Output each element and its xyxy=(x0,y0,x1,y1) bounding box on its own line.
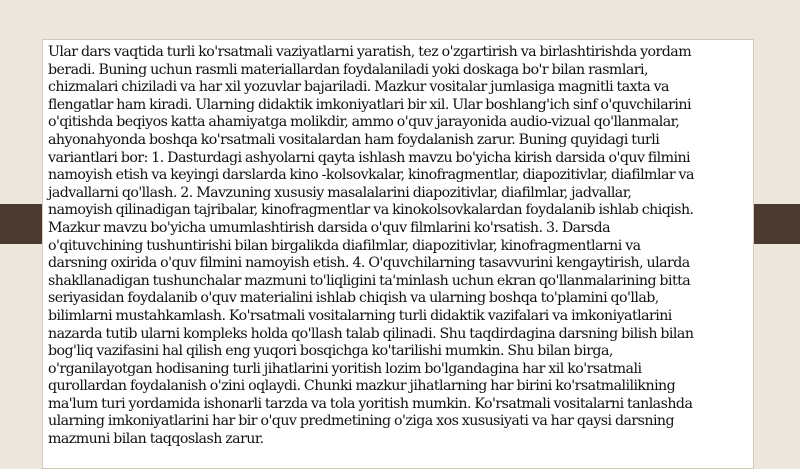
text-line: chizmalari chiziladi va har xil yozuvlar bajariladi. Mazkur vositalar jumlasiga magnitli taxta va xyxy=(48,79,669,96)
text-line: qurollardan foydalanish o'zini oqlaydi. Chunki mazkur jihatlarning har birini ko'rsatmalilikning xyxy=(48,378,676,395)
text-line: bilimlarni mustahkamlash. Ko'rsatmali vositalarning turli didaktik vazifalari va imkoniyatlarini xyxy=(48,307,672,324)
text-line: jadvallarni qo'llash. 2. Mavzuning xususiy masalalarini diapozitivlar, diafilmlar, jadvallar, xyxy=(48,184,632,201)
document-text xyxy=(48,44,749,449)
text-line: namoyish etish va keyingi darslarda kino -kolsovkalar, kinofragmentlar, diapozitivlar, diafilmlar va xyxy=(48,167,694,184)
text-line: o'rganilayotgan hodisaning turli jihatlarini yoritish lozim bo'lgandagina har xil ko'rsatmali xyxy=(48,360,642,377)
text-line: Ular dars vaqtida turli ko'rsatmali vaziyatlarni yaratish, tez o'zgartirish va birlashtirishda yordam xyxy=(48,44,692,60)
text-line: ma'lum turi yordamida ishonarli tarzda va tola yoritish mumkin. Ko'rsatmali vositalarni tanlashda xyxy=(48,395,693,412)
text-line: seriyasidan foydalanib o'quv materialini ishlab chiqish va ularning boshqa to'plamini qo'llab, xyxy=(48,290,659,307)
text-line: flengatlar ham kiradi. Ularning didaktik imkoniyatlari bir xil. Ular boshlang'ich sinf o'quvchilarini xyxy=(48,96,691,113)
text-line: shakllanadigan tushunchalar mazmuni to'liqligini ta'minlash uchun ekran qo'llanmalarining bitta xyxy=(48,272,691,289)
text-line: ahyonahyonda boshqa ko'rsatmali vositalardan ham foydalanish zarur. Buning quyidagi turli xyxy=(48,131,660,148)
text-line: o'qitishda beqiyos katta ahamiyatga molikdir, ammo o'quv jarayonida audio-vizual qo'llanmalar, xyxy=(48,114,680,131)
document-page xyxy=(42,39,754,469)
text-line: nazarda tutib ularni kompleks holda qo'llash talab qilinadi. Shu taqdirdagina darsning bilish bilan xyxy=(48,325,694,342)
text-line: namoyish qilinadigan tajribalar, kinofragmentlar va kinokolsovkalardan foydalanib ishlab chiqish. xyxy=(48,202,694,219)
text-line: ularning imkoniyatlarini har bir o'quv predmetining o'ziga xos xususiyati va har qaysi darsning xyxy=(48,413,675,430)
text-line: beradi. Buning uchun rasmli materiallardan foydalaniladi yoki doskaga bo'r bilan rasmlari, xyxy=(48,61,648,78)
text-line: variantlari bor: 1. Dasturdagi ashyolarni qayta ishlash mavzu bo'yicha kirish darsida o'quv filmini xyxy=(48,149,691,166)
text-line: o'qituvchining tushuntirishi bilan birgalikda diafilmlar, diapozitivlar, kinofragmentlarni va xyxy=(48,237,641,254)
text-line: mazmuni bilan taqqoslash zarur. xyxy=(48,431,264,448)
text-line: Mazkur mavzu bo'yicha umumlashtirish darsida o'quv filmlarini ko'rsatish. 3. Darsda xyxy=(48,219,610,236)
text-line: bog'liq vazifasini hal qilish eng yuqori bosqichga ko'tarilishi mumkin. Shu bilan birga, xyxy=(48,343,613,360)
text-line: darsning oxirida o'quv filmini namoyish etish. 4. O'quvchilarning tasavvurini kengaytirish, ularda xyxy=(48,255,690,272)
